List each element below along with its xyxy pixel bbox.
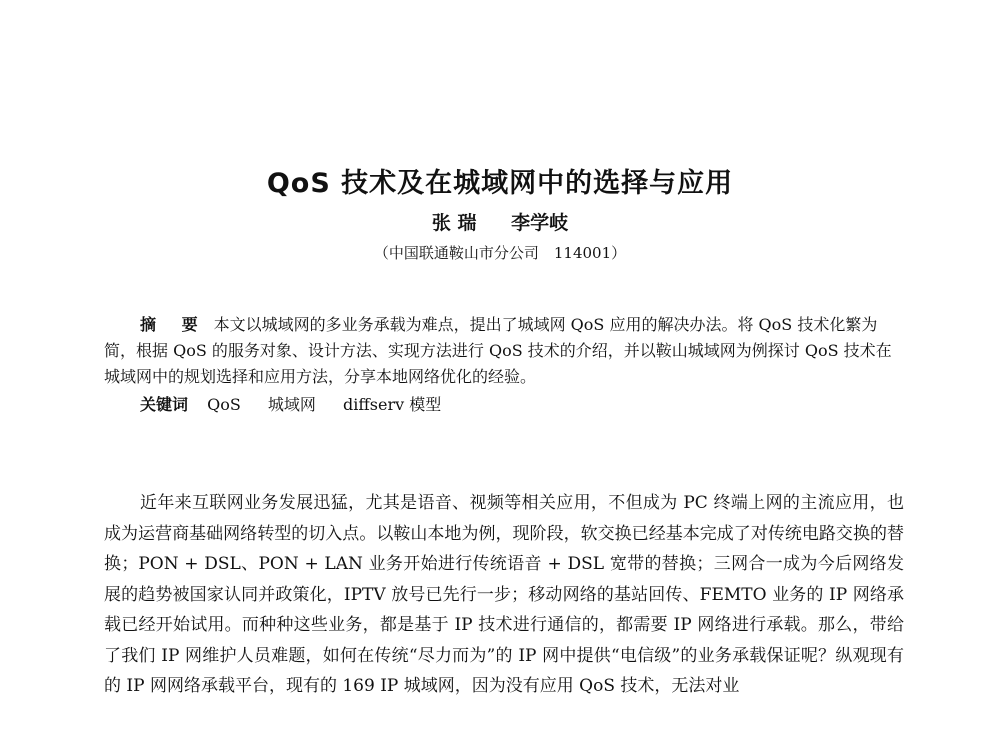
abstract-section bbox=[104, 312, 904, 418]
abstract-text: 本文以城域网的多业务承载为难点，提出了城域网 QoS 应用的解决办法。将 QoS 技术化繁为简，根据 QoS 的服务对象、设计方法、实现方法进行 QoS 技术的介绍，并以鞍山城域网为例探讨 QoS 技术在城域网中的规划选择和应用方法，分享本地网络优化的经验。 bbox=[104, 315, 892, 386]
keywords-line bbox=[104, 392, 904, 418]
keywords-label: 关键词 bbox=[140, 395, 189, 414]
keyword: QoS bbox=[207, 395, 241, 414]
abstract-paragraph bbox=[104, 312, 904, 390]
affiliation: （中国联通鞍山市分公司 114001） bbox=[373, 244, 627, 262]
keyword: 城域网 bbox=[267, 395, 316, 414]
keyword: diffserv 模型 bbox=[343, 395, 442, 414]
paper-title: QoS 技术及在城域网中的选择与应用 bbox=[266, 168, 734, 199]
author-name: 李学岐 bbox=[511, 212, 569, 234]
author-list bbox=[0, 210, 1000, 236]
body-section bbox=[104, 488, 904, 702]
body-paragraph: 近年来互联网业务发展迅猛，尤其是语音、视频等相关应用，不但成为 PC 终端上网的主流应用，也成为运营商基础网络转型的切入点。以鞍山本地为例，现阶段，软交换已经基本完成了对传统电路交换的替换；PON + DSL、PON + LAN 业务开始进行传统语音 + DSL 宽带的替换；三网合一成为今后网络发展的趋势被国家认同并政策化，IPTV 放号已先行一步；移动网络的基站回传、FEMTO 业务的 IP 网络承载已经开始试用。而种种这些业务，都是基于 IP 技术进行通信的，都需要 IP 网络进行承载。那么，带给了我们 IP 网维护人员难题，如何在传统“尽力而为”的 IP 网中提供“电信级”的业务承载保证呢？纵观现有的 IP 网网络承载平台，现有的 169 IP 城域网，因为没有应用 QoS 技术，无法对业 bbox=[104, 493, 904, 696]
abstract-label: 摘 要 bbox=[140, 315, 208, 334]
author-name: 张 瑞 bbox=[431, 212, 477, 234]
